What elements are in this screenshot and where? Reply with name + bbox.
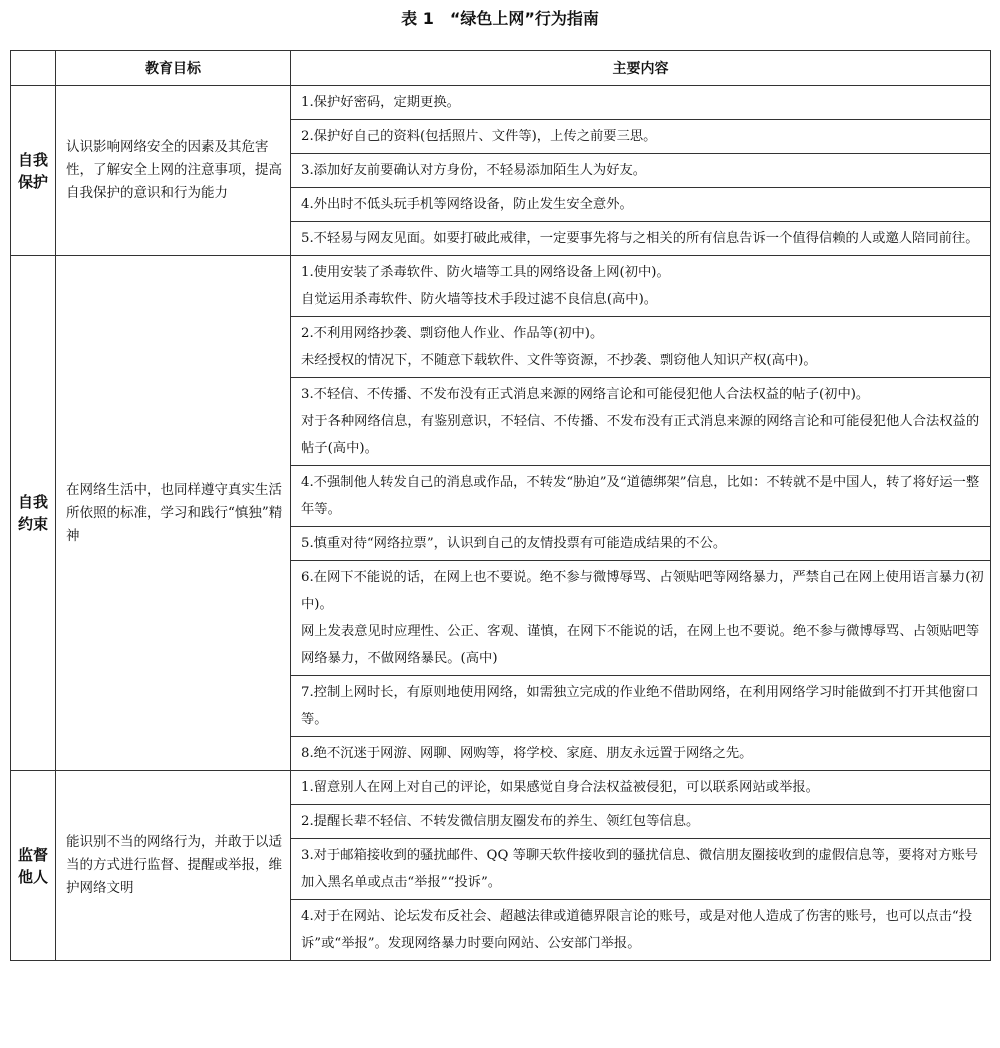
table-title: 表 1 “绿色上网”行为指南 [401, 9, 599, 28]
content-line: 对于各种网络信息，有鉴别意识，不轻信、不传播、不发布没有正式消息来源的网络言论和可能侵犯他人合法权益的帖子(高中)。 [301, 414, 980, 456]
content-item [291, 120, 991, 154]
content-item [291, 378, 991, 466]
guide-table [10, 50, 991, 961]
category-label: 监督 [17, 845, 48, 864]
content-item [291, 771, 991, 805]
content-item [291, 561, 991, 676]
content-line: 3.添加好友前要确认对方身份，不轻易添加陌生人为好友。 [301, 163, 647, 178]
content-line: 6.在网下不能说的话，在网上也不要说。绝不参与微博辱骂、占领贴吧等网络暴力，严禁自己在网上使用语言暴力(初中)。 [301, 570, 984, 612]
content-line: 4.不强制他人转发自己的消息或作品，不转发“胁迫”及“道德绑架”信息，比如：不转就不是中国人，转了将好运一整年等。 [301, 475, 980, 517]
category-cell [11, 256, 56, 771]
content-line: 未经授权的情况下，不随意下载软件、文件等资源，不抄袭、剽窃他人知识产权(高中)。 [301, 353, 817, 368]
content-line: 7.控制上网时长，有原则地使用网络，如需独立完成的作业绝不借助网络，在利用网络学习时能做到不打开其他窗口等。 [301, 685, 979, 727]
content-line: 2.不利用网络抄袭、剽窃他人作业、作品等(初中)。 [301, 326, 604, 341]
category-cell [11, 771, 56, 961]
table-row [11, 256, 991, 317]
content-item [291, 188, 991, 222]
content-line: 8.绝不沉迷于网游、网聊、网购等，将学校、家庭、朋友永远置于网络之先。 [301, 746, 753, 761]
content-item [291, 900, 991, 961]
content-item [291, 154, 991, 188]
content-line: 2.提醒长辈不轻信、不转发微信朋友圈发布的养生、领红包等信息。 [301, 814, 700, 829]
content-line: 自觉运用杀毒软件、防火墙等技术手段过滤不良信息(高中)。 [301, 292, 658, 307]
header-blank [11, 51, 56, 86]
content-line: 5.慎重对待“网络拉票”，认识到自己的友情投票有可能造成结果的不公。 [301, 536, 727, 551]
content-item [291, 317, 991, 378]
content-item [291, 737, 991, 771]
content-line: 3.对于邮箱接收到的骚扰邮件、QQ 等聊天软件接收到的骚扰信息、微信朋友圈接收到的虚假信息等，要将对方账号加入黑名单或点击“举报”“投诉”。 [301, 848, 978, 890]
header-goal: 教育目标 [56, 51, 291, 86]
education-goal: 在网络生活中，也同样遵守真实生活所依照的标准，学习和践行“慎独”精神 [56, 256, 291, 771]
education-goal: 认识影响网络安全的因素及其危害性，了解安全上网的注意事项，提高自我保护的意识和行为能力 [56, 86, 291, 256]
content-line: 5.不轻易与网友见面。如要打破此戒律，一定要事先将与之相关的所有信息告诉一个值得信赖的人或邀人陪同前往。 [301, 231, 979, 246]
content-line: 1.使用安装了杀毒软件、防火墙等工具的网络设备上网(初中)。 [301, 265, 670, 280]
category-label: 他人 [17, 867, 48, 886]
content-line: 4.外出时不低头玩手机等网络设备，防止发生安全意外。 [301, 197, 633, 212]
content-line: 1.保护好密码，定期更换。 [301, 95, 460, 110]
content-line: 3.不轻信、不传播、不发布没有正式消息来源的网络言论和可能侵犯他人合法权益的帖子(初中)。 [301, 387, 870, 402]
header-row [11, 51, 991, 86]
content-item [291, 86, 991, 120]
table-body [11, 86, 991, 961]
content-item [291, 222, 991, 256]
content-item [291, 676, 991, 737]
category-cell [11, 86, 56, 256]
content-item [291, 805, 991, 839]
category-label: 自我 [17, 493, 48, 511]
category-label: 自我 [17, 150, 48, 169]
category-label: 约束 [17, 515, 48, 533]
table-row [11, 86, 991, 120]
content-item [291, 527, 991, 561]
content-item [291, 839, 991, 900]
education-goal: 能识别不当的网络行为，并敢于以适当的方式进行监督、提醒或举报，维护网络文明 [56, 771, 291, 961]
table-row [11, 771, 991, 805]
category-label: 保护 [17, 172, 48, 191]
content-line: 2.保护好自己的资料(包括照片、文件等)，上传之前要三思。 [301, 129, 657, 144]
header-content: 主要内容 [291, 51, 991, 86]
content-line: 4.对于在网站、论坛发布反社会、超越法律或道德界限言论的账号，或是对他人造成了伤害的账号，也可以点击“投诉”或“举报”。发现网络暴力时要向网站、公安部门举报。 [301, 909, 973, 951]
content-item [291, 256, 991, 317]
content-line: 1.留意别人在网上对自己的评论，如果感觉自身合法权益被侵犯，可以联系网站或举报。 [301, 780, 819, 795]
content-line: 网上发表意见时应理性、公正、客观、谨慎，在网下不能说的话，在网上也不要说。绝不参与微博辱骂、占领贴吧等网络暴力，不做网络暴民。(高中) [301, 624, 980, 666]
content-item [291, 466, 991, 527]
